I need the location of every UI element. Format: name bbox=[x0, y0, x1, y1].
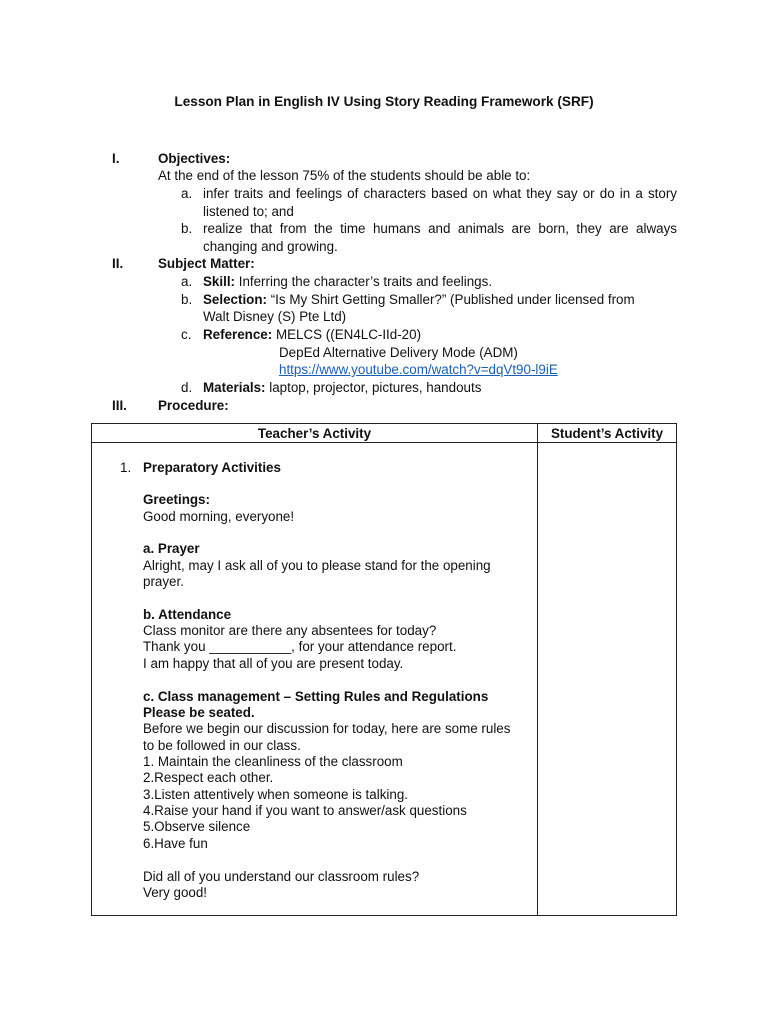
rule-item: 6.Have fun bbox=[143, 836, 208, 851]
selection-line2: Walt Disney (S) Pte Ltd) bbox=[203, 309, 347, 324]
attendance-line: Class monitor are there any absentees for today? bbox=[143, 623, 437, 638]
prayer-heading: a. Prayer bbox=[143, 541, 200, 556]
prayer-line: Alright, may I ask all of you to please stand for the opening bbox=[143, 558, 491, 573]
closing-line: Very good! bbox=[143, 885, 208, 900]
reference-link[interactable]: https://www.youtube.com/watch?v=dqVt90-l9iE bbox=[279, 362, 558, 377]
prayer-line: prayer. bbox=[143, 574, 184, 589]
rule-item: 4.Raise your hand if you want to answer/ask questions bbox=[143, 803, 467, 818]
objectives-numeral: I. bbox=[112, 151, 120, 166]
management-heading: c. Class management – Setting Rules and Regulations bbox=[143, 689, 489, 704]
procedure-numeral: III. bbox=[112, 398, 127, 413]
document-title: Lesson Plan in English IV Using Story Reading Framework (SRF) bbox=[174, 94, 594, 109]
section-title: Preparatory Activities bbox=[143, 460, 281, 475]
section-number: 1. bbox=[120, 460, 132, 475]
table-column-divider bbox=[537, 424, 538, 915]
skill-marker: a. bbox=[181, 274, 193, 289]
rule-item: 5.Observe silence bbox=[143, 819, 251, 834]
materials-line bbox=[203, 379, 481, 397]
selection-marker: b. bbox=[181, 292, 193, 307]
skill-value: Inferring the character’s traits and feelings. bbox=[235, 274, 493, 289]
materials-value: laptop, projector, pictures, handouts bbox=[265, 380, 482, 395]
reference-value: MELCS ((EN4LC-IId-20) bbox=[272, 327, 422, 342]
attendance-line: I am happy that all of you are present today. bbox=[143, 656, 404, 671]
objective-a-line2: listened to; and bbox=[203, 204, 294, 219]
objective-a-line1: infer traits and feelings of characters based on what they say or do in a story bbox=[203, 186, 677, 201]
teacher-activity-header: Teacher’s Activity bbox=[257, 426, 372, 441]
attendance-line: Thank you ___________, for your attendance report. bbox=[143, 639, 457, 654]
materials-marker: d. bbox=[181, 380, 193, 395]
subject-matter-heading: Subject Matter: bbox=[158, 256, 255, 271]
closing-line: Did all of you understand our classroom rules? bbox=[143, 869, 420, 884]
objective-b-line2: changing and growing. bbox=[203, 239, 338, 254]
greetings-text: Good morning, everyone! bbox=[143, 509, 295, 524]
rule-item: 2.Respect each other. bbox=[143, 770, 274, 785]
objective-a-marker: a. bbox=[181, 186, 193, 201]
management-subheading: Please be seated. bbox=[143, 705, 255, 720]
management-intro-line: Before we begin our discussion for today, here are some rules bbox=[143, 721, 511, 736]
materials-label: Materials: bbox=[203, 380, 266, 395]
selection-line bbox=[203, 291, 635, 309]
attendance-heading: b. Attendance bbox=[143, 607, 232, 622]
skill-label: Skill: bbox=[203, 274, 235, 289]
selection-label: Selection: bbox=[203, 292, 267, 307]
objectives-intro: At the end of the lesson 75% of the students should be able to: bbox=[158, 168, 531, 183]
skill-line bbox=[203, 273, 492, 291]
rule-item: 1. Maintain the cleanliness of the classroom bbox=[143, 754, 403, 769]
objective-b-marker: b. bbox=[181, 221, 193, 236]
student-activity-header: Student’s Activity bbox=[550, 426, 664, 441]
reference-label: Reference: bbox=[203, 327, 273, 342]
subject-matter-numeral: II. bbox=[112, 256, 124, 271]
management-intro-line: to be followed in our class. bbox=[143, 738, 301, 753]
reference-line2: DepEd Alternative Delivery Mode (ADM) bbox=[279, 345, 518, 360]
selection-value: “Is My Shirt Getting Smaller?” (Published under licensed from bbox=[267, 292, 635, 307]
procedure-heading: Procedure: bbox=[158, 398, 229, 413]
objectives-heading: Objectives: bbox=[158, 151, 231, 166]
reference-line bbox=[203, 326, 421, 344]
reference-marker: c. bbox=[181, 327, 192, 342]
rule-item: 3.Listen attentively when someone is talking. bbox=[143, 787, 408, 802]
objective-b-line1: realize that from the time humans and animals are born, they are always bbox=[203, 221, 677, 236]
greetings-heading: Greetings: bbox=[143, 492, 210, 507]
